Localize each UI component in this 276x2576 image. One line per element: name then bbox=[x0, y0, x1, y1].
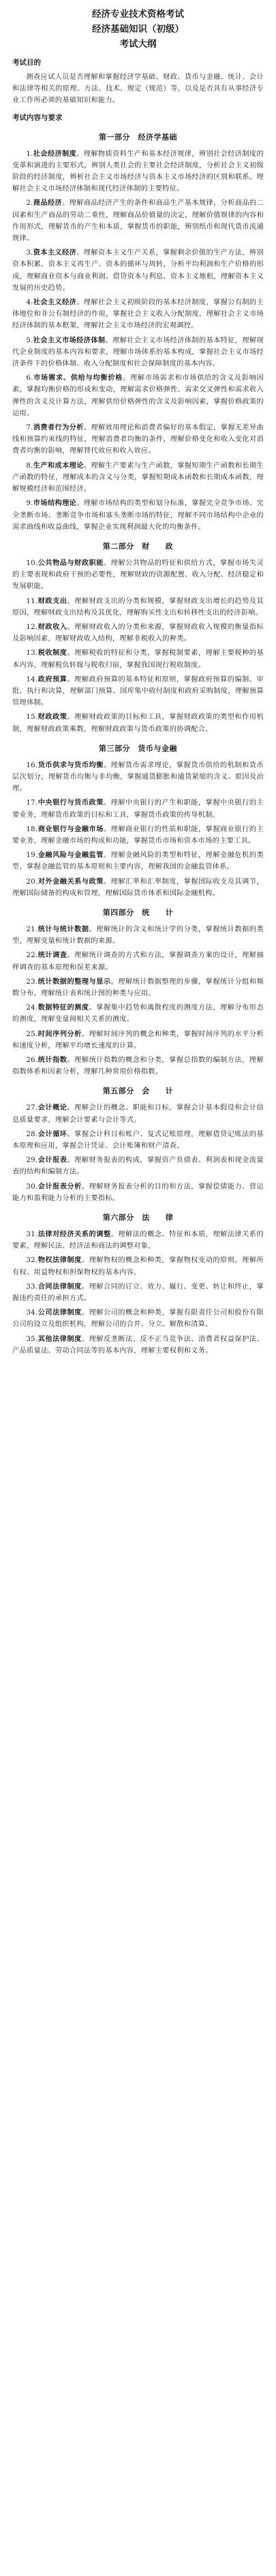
syllabus-item bbox=[12, 674, 264, 709]
syllabus-item bbox=[12, 1255, 264, 1278]
item-heading: 中央银行与货币政策 bbox=[37, 799, 104, 807]
item-number: 28. bbox=[26, 1130, 38, 1138]
item-number: 18. bbox=[26, 825, 38, 833]
syllabus-item bbox=[12, 797, 264, 820]
item-heading: 社会主义市场经济体制 bbox=[33, 336, 106, 344]
item-number: 32. bbox=[26, 1257, 38, 1265]
item-heading: 社会经济制度 bbox=[33, 149, 77, 158]
item-heading: 税收制度 bbox=[37, 649, 67, 658]
item-heading: 资本主义经济 bbox=[33, 248, 77, 257]
item-heading: 金融风险与金融监管 bbox=[37, 851, 104, 860]
syllabus-item bbox=[12, 950, 264, 973]
syllabus-item bbox=[12, 596, 264, 619]
item-text: 。理解财政收入的分类和来源，掌握财政收入规模的衡量指标及影响因素，理解财政收入结构，理解非税收入的种类。 bbox=[12, 623, 264, 643]
item-heading: 生产和成本理论 bbox=[33, 461, 84, 470]
item-number: 34. bbox=[26, 1309, 38, 1317]
item-text: 。理解金融风险的类型和特征，理解金融危机的类型，掌握金融监管的基本原则和主要内容，理解我国的金融监管体系。 bbox=[12, 852, 264, 871]
item-text: 。理解商品经济产生的条件和商品生产基本规律，分析商品的二因素和生产商品的劳动二重性，理解商品价值量的决定，理解价值规律的内容和作用形式，理解货币的产生和本质，掌握货币的职能，辨别纸币和现代货币流通规律。 bbox=[12, 199, 264, 243]
item-number: 31. bbox=[26, 1231, 38, 1239]
item-heading: 物权法律制度 bbox=[37, 1256, 82, 1265]
item-heading: 统计调查 bbox=[37, 951, 67, 960]
item-text: 。理解财务报表分析的目的和方法，掌握偿债能力、营运能力和盈利能力分析的主要指标。 bbox=[12, 1182, 264, 1202]
item-number: 33. bbox=[26, 1283, 38, 1291]
syllabus-item bbox=[12, 824, 264, 847]
item-heading: 统计与统计数据 bbox=[37, 924, 89, 933]
content-heading: 考试内容与要求 bbox=[12, 113, 63, 122]
item-heading: 商业银行与金融市场 bbox=[37, 824, 104, 833]
syllabus-item bbox=[12, 297, 264, 332]
item-number: 11. bbox=[26, 597, 38, 605]
item-number: 30. bbox=[26, 1182, 38, 1191]
doc-title-line-1: 经济专业技术资格考试 bbox=[92, 9, 184, 20]
item-heading: 商品经济 bbox=[33, 199, 63, 208]
item-text: 。理解市场结构的类型和划分标准，掌握完全竞争市场、完全垄断市场、垄断竞争市场和寡头垄断市场的特征，理解不同市场结构中企业的需求曲线和收益曲线，掌握企业实现利润最大化的均衡条件。 bbox=[12, 500, 264, 531]
item-text: 。掌握会计科目和账户、复式记账原理，理解借贷记账法的基本原理和应用，掌握会计凭证、会计账簿和财产清查。 bbox=[12, 1130, 264, 1150]
syllabus-item bbox=[12, 460, 264, 496]
item-heading: 时间序列分析 bbox=[37, 1029, 82, 1038]
item-number: 7. bbox=[26, 424, 33, 432]
part-title: 第四部分 统 计 bbox=[102, 907, 174, 917]
item-heading: 货币供求与货币均衡 bbox=[37, 760, 104, 769]
item-heading: 公共物品与财政职能 bbox=[37, 558, 104, 567]
syllabus-item bbox=[12, 1155, 264, 1178]
syllabus-item bbox=[12, 850, 264, 873]
part-title: 第二部分 财 政 bbox=[102, 541, 174, 551]
item-number: 4. bbox=[26, 299, 33, 307]
syllabus-item bbox=[12, 1129, 264, 1152]
item-number: 2. bbox=[26, 199, 33, 208]
item-number: 16. bbox=[26, 761, 38, 769]
item-number: 15. bbox=[26, 713, 38, 722]
item-text: 。理解汇率和汇率制度，掌握国际收支及其调节，理解国际储备的构成和管理，理解国际货币体系和国际金融机构。 bbox=[12, 878, 264, 897]
item-text: 。理解会计的概念、职能和目标，掌握会计基本假设和会计信息质量要求，理解会计要素与会计等式。 bbox=[12, 1104, 264, 1124]
purpose-text: 测查应试人员是否理解和掌握经济学基础、财政、货币与金融、统计、会计和法律等相关的原理、方法、技术、规定（规范）等，以及是否具有从事经济专业工作所必须的基础知识和能力。 bbox=[12, 74, 264, 105]
syllabus-item bbox=[12, 876, 264, 899]
item-text: 。理解公司的概念和种类，掌握有限责任公司和股份有限公司的设立及组织机构，理解公司的合并、分立、解散和清算。 bbox=[12, 1309, 264, 1329]
item-text: 。理解统计的含义和统计学的分类，掌握统计数据的类型，理解变量和统计数据的来源。 bbox=[12, 925, 264, 946]
item-number: 19. bbox=[26, 852, 38, 860]
item-number: 29. bbox=[26, 1157, 38, 1165]
item-number: 23. bbox=[26, 978, 38, 986]
item-number: 10. bbox=[26, 559, 38, 567]
item-text: 。理解合同的订立、效力、履行、变更、转让和终止，掌握违约责任的承担方式。 bbox=[12, 1283, 264, 1303]
item-text: 。理解社会主义市场经济体制的基本特征，理解现代企业制度的基本内容和要求，理解市场体系的基本构成，掌握社会主义市场经济条件下的价格体制、收入分配制度和社会保障制度的基本内容。 bbox=[12, 336, 264, 368]
syllabus-item bbox=[12, 1054, 264, 1078]
item-text: 。理解统计数据整理的步骤，掌握统计分组和频数分布，理解统计表和统计图的种类与应用。 bbox=[12, 978, 264, 997]
syllabus-item bbox=[12, 498, 264, 533]
syllabus-item bbox=[12, 558, 264, 593]
item-text: 。理解生产要素与生产函数，掌握短期生产函数和长期生产函数的特征，理解成本的含义与分类，掌握短期成本函数和长期成本函数，理解规模经济和范围经济。 bbox=[12, 462, 264, 494]
item-number: 1. bbox=[26, 150, 33, 158]
item-heading: 数据特征的测度 bbox=[37, 1003, 89, 1012]
part-title: 第三部分 货币与金融 bbox=[99, 743, 177, 753]
syllabus-item bbox=[12, 1307, 264, 1330]
item-number: 20. bbox=[26, 878, 38, 886]
syllabus-item bbox=[12, 924, 264, 947]
syllabus-item bbox=[12, 422, 264, 457]
doc-title-line-3: 考试大纲 bbox=[119, 39, 157, 50]
syllabus-item bbox=[12, 1181, 264, 1204]
item-number: 14. bbox=[26, 675, 38, 683]
item-heading: 市场需求、供给与均衡价格 bbox=[33, 374, 123, 383]
item-number: 6. bbox=[26, 374, 33, 383]
item-text: 。理解财务报表的构成，掌握资产负债表、利润表和现金流量表的结构和编制方法。 bbox=[12, 1157, 264, 1176]
item-heading: 统计数据的整理与显示 bbox=[37, 977, 111, 986]
purpose-heading: 考试目的 bbox=[12, 59, 41, 67]
item-text: 。理解统计调查的方式和方法，掌握调查方案的设计，理解抽样调查的基本原理和误差来源。 bbox=[12, 952, 264, 971]
part-title: 第五部分 会 计 bbox=[102, 1086, 174, 1096]
syllabus-item bbox=[12, 1229, 264, 1252]
item-text: 。理解税收的特征和分类，掌握税制要素，理解主要税种的基本内容，理解税负转嫁与税收归宿，掌握我国现行税收制度。 bbox=[12, 649, 264, 669]
item-heading: 会计循环 bbox=[37, 1129, 67, 1138]
syllabus-item bbox=[12, 760, 264, 795]
item-number: 8. bbox=[26, 462, 33, 470]
item-text: 。理解公共物品的特征和供给方式，掌握市场失灵的主要表现和政府干预的必要性，理解财政的资源配置、收入分配、经济稳定和发展职能。 bbox=[12, 559, 264, 591]
item-heading: 市场结构理论 bbox=[33, 499, 77, 508]
item-text: 。理解商业银行的性质和职能，掌握商业银行的主要业务，理解金融市场的构成和功能，掌握货币市场和资本市场的主要工具。 bbox=[12, 825, 264, 845]
item-heading: 会计报表 bbox=[37, 1156, 67, 1165]
item-text: 。理解财政支出的分类和规模，掌握财政支出增长的趋势及其原因，理解财政支出结构及其优化，理解购买性支出和转移性支出的经济影响。 bbox=[12, 597, 264, 617]
item-heading: 政府预算 bbox=[37, 675, 67, 683]
item-heading: 法律对经济关系的调整 bbox=[37, 1230, 111, 1239]
syllabus-item bbox=[12, 1281, 264, 1304]
item-heading: 对外金融关系与政策 bbox=[37, 877, 104, 886]
syllabus-item bbox=[12, 711, 264, 735]
syllabus-item bbox=[12, 197, 264, 244]
item-text: 。理解统计指数的概念和分类，掌握总指数的编制方法，理解指数体系和因素分析，理解几种常用价格指数。 bbox=[12, 1057, 264, 1076]
item-heading: 财政收入 bbox=[37, 622, 67, 631]
item-number: 13. bbox=[26, 649, 38, 658]
item-text: 。理解物权的概念和种类，掌握物权变动的原则，理解所有权、用益物权和担保物权的基本内容。 bbox=[12, 1257, 264, 1276]
part-title: 第六部分 法 律 bbox=[102, 1213, 174, 1223]
syllabus-item bbox=[12, 1334, 264, 1357]
item-number: 3. bbox=[26, 249, 33, 257]
item-text: 。理解物质资料生产和基本经济规律，辨别社会经济制度的变革和演进的主要形式，辨别人类社会的主要社会经济制度，分析社会主义初级阶段的经济制度，辨析社会主义市场经济与资本主义市场经济的区别和联系。理解社会主义市场经济体制和现代经济体制的主要特征。 bbox=[12, 150, 264, 193]
item-number: 22. bbox=[26, 952, 38, 960]
syllabus-item bbox=[12, 247, 264, 294]
syllabus-item bbox=[12, 335, 264, 370]
item-number: 26. bbox=[26, 1057, 38, 1065]
part-title: 第一部分 经济学基础 bbox=[99, 132, 177, 142]
syllabus-item bbox=[12, 622, 264, 645]
item-heading: 会计概论 bbox=[37, 1104, 67, 1112]
item-heading: 财政支出 bbox=[37, 596, 67, 605]
item-text: 。理解市场需求和市场供给的含义及影响因素，掌握均衡价格的形成和变动，理解需求价格弹性、需求交叉弹性和需求收入弹性的含义及计算方法，理解供给价格弹性的含义及影响因素，掌握价格政策的运用。 bbox=[12, 374, 264, 417]
item-number: 9. bbox=[26, 500, 33, 508]
item-number: 25. bbox=[26, 1030, 38, 1038]
item-heading: 财政政策 bbox=[37, 713, 67, 722]
item-number: 27. bbox=[26, 1104, 38, 1112]
item-text: 。理解社会主义初级阶段的基本经济制度，掌握公有制的主体地位和非公有制经济的作用，掌握社会主义收入分配制度，理解社会主义市场经济体制的基本框架，理解社会主义市场经济的宏观调控。 bbox=[12, 299, 264, 330]
item-heading: 公司法律制度 bbox=[37, 1308, 82, 1317]
item-heading: 消费者行为分析 bbox=[33, 423, 84, 432]
item-text: 。掌握集中趋势和离散程度的测度方法，理解分布形态的测度，理解变量间相关关系的测度。 bbox=[12, 1004, 264, 1024]
item-number: 21. bbox=[26, 925, 38, 933]
item-text: 。理解反垄断法、反不正当竞争法、消费者权益保护法、产品质量法、劳动合同法等的基本内容，理解主要权利和义务。 bbox=[12, 1335, 264, 1355]
item-heading: 其他法律制度 bbox=[37, 1334, 82, 1343]
item-heading: 会计报表分析 bbox=[37, 1182, 82, 1191]
item-heading: 合同法律制度 bbox=[37, 1282, 82, 1291]
item-text: 。理解财政政策的目标和工具，掌握财政政策的类型和作用机制，理解财政政策乘数，理解财政政策与货币政策的协调配合。 bbox=[12, 713, 264, 733]
item-text: 。理解资本主义生产关系，掌握剩余价值的生产方法，辨别资本积累、资本主义再生产、资本的循环与周转，分析平均利润和生产价格的形成，理解商业资本与商业利润、借贷资本与利息、资本主义地租，理解资本主义发展的历史趋势。 bbox=[12, 249, 264, 292]
syllabus-item bbox=[12, 976, 264, 999]
syllabus-item bbox=[12, 647, 264, 671]
item-text: 。理解效用理论和消费者偏好的基本假定，掌握无差异曲线和预算约束线的特征，理解消费者均衡的条件，理解价格变化和收入变化对消费者均衡的影响，理解替代效应和收入效应。 bbox=[12, 424, 264, 455]
item-heading: 统计指数 bbox=[37, 1056, 67, 1065]
item-heading: 社会主义经济 bbox=[33, 298, 77, 307]
item-number: 12. bbox=[26, 623, 38, 631]
item-text: 。理解法的概念、特征和本质，理解法律关系的要素，理解民法、经济法和商法的调整对象。 bbox=[12, 1231, 264, 1251]
item-number: 5. bbox=[26, 336, 33, 344]
item-number: 17. bbox=[26, 799, 38, 807]
doc-title-line-2: 经济基础知识（初级） bbox=[92, 24, 184, 35]
item-number: 35. bbox=[26, 1335, 38, 1343]
item-text: 。理解中央银行的产生和职能，掌握中央银行的主要业务，理解货币政策的目标和工具，掌握货币政策的传导机制。 bbox=[12, 799, 264, 819]
syllabus-item bbox=[12, 372, 264, 419]
item-text: 。理解货币需求理论，掌握货币供给的机制和货币层次划分，理解货币均衡与非均衡，掌握通货膨胀和通货紧缩的含义、原因及治理。 bbox=[12, 761, 264, 793]
syllabus-parts bbox=[12, 131, 264, 1357]
syllabus-item bbox=[12, 1102, 264, 1125]
item-number: 24. bbox=[26, 1004, 38, 1012]
item-text: 。理解政府预算的基本特征和原则，掌握政府预算的编制、审批、执行和决算，理解部门预算、国库集中收付制度和政府采购制度，理解预算管理体制。 bbox=[12, 675, 264, 707]
syllabus-item bbox=[12, 148, 264, 195]
item-text: 。理解时间序列的概念和种类，掌握时间序列的水平分析和速度分析，理解平均增长速度的计算。 bbox=[12, 1030, 264, 1050]
syllabus-item bbox=[12, 1029, 264, 1052]
syllabus-item bbox=[12, 1002, 264, 1025]
